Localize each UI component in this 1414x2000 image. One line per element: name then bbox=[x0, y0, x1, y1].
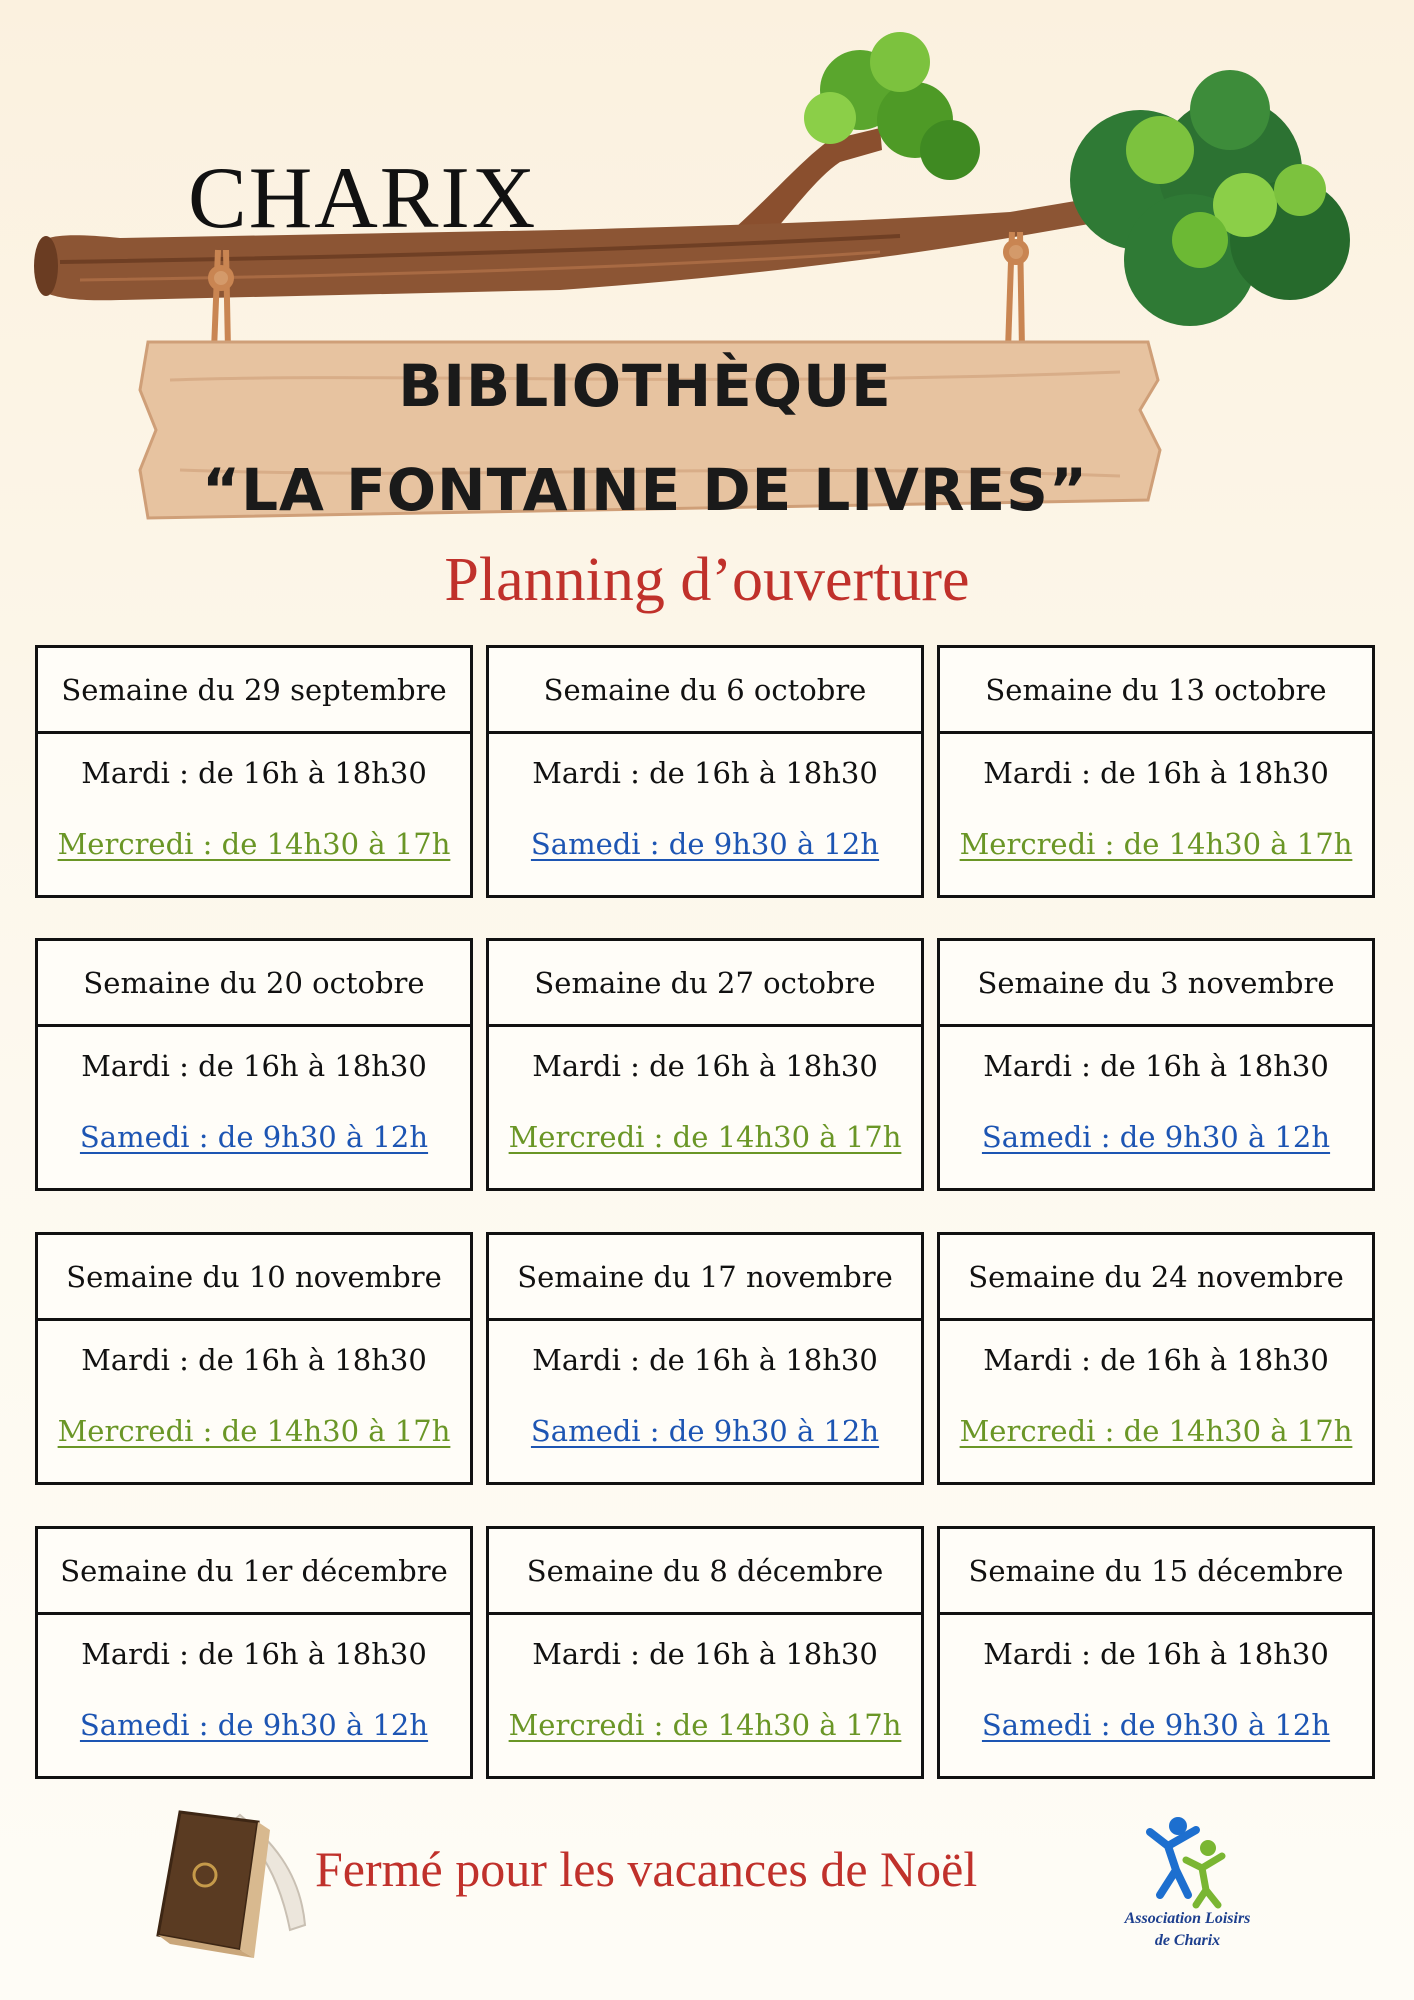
town-name: CHARIX bbox=[188, 150, 538, 247]
slot-second-day: Samedi : de 9h30 à 12h bbox=[79, 1120, 429, 1154]
week-card bbox=[937, 938, 1375, 1191]
slot-second-day: Mercredi : de 14h30 à 17h bbox=[959, 1414, 1353, 1448]
week-card bbox=[486, 938, 924, 1191]
week-title: Semaine du 17 novembre bbox=[489, 1235, 921, 1321]
week-title: Semaine du 3 novembre bbox=[940, 941, 1372, 1027]
week-title: Semaine du 6 octobre bbox=[489, 648, 921, 734]
slot-second-day: Samedi : de 9h30 à 12h bbox=[530, 827, 880, 861]
slot-tuesday: Mardi : de 16h à 18h30 bbox=[532, 1049, 878, 1083]
slot-tuesday: Mardi : de 16h à 18h30 bbox=[532, 1343, 878, 1377]
week-title: Semaine du 1er décembre bbox=[38, 1529, 470, 1615]
slot-tuesday: Mardi : de 16h à 18h30 bbox=[983, 1049, 1329, 1083]
week-title: Semaine du 27 octobre bbox=[489, 941, 921, 1027]
week-card bbox=[486, 645, 924, 898]
rope-right bbox=[1006, 232, 1026, 350]
slot-second-day: Mercredi : de 14h30 à 17h bbox=[57, 1414, 451, 1448]
slot-tuesday: Mardi : de 16h à 18h30 bbox=[983, 1343, 1329, 1377]
closed-notice: Fermé pour les vacances de Noël bbox=[315, 1841, 978, 1897]
slot-tuesday: Mardi : de 16h à 18h30 bbox=[81, 1343, 427, 1377]
week-title: Semaine du 24 novembre bbox=[940, 1235, 1372, 1321]
slot-tuesday: Mardi : de 16h à 18h30 bbox=[983, 756, 1329, 790]
slot-tuesday: Mardi : de 16h à 18h30 bbox=[983, 1637, 1329, 1671]
slot-second-day: Samedi : de 9h30 à 12h bbox=[79, 1708, 429, 1742]
sign-line-library-name: “LA FONTAINE DE LIVRES” bbox=[201, 456, 1089, 524]
slot-tuesday: Mardi : de 16h à 18h30 bbox=[532, 1637, 878, 1671]
week-title: Semaine du 15 décembre bbox=[940, 1529, 1372, 1615]
week-title: Semaine du 8 décembre bbox=[489, 1529, 921, 1615]
slot-second-day: Mercredi : de 14h30 à 17h bbox=[508, 1120, 902, 1154]
week-title: Semaine du 29 septembre bbox=[38, 648, 470, 734]
week-title: Semaine du 13 octobre bbox=[940, 648, 1372, 734]
association-line-1: Association Loisirs bbox=[1124, 1910, 1251, 1927]
slot-second-day: Samedi : de 9h30 à 12h bbox=[530, 1414, 880, 1448]
slot-tuesday: Mardi : de 16h à 18h30 bbox=[532, 756, 878, 790]
week-card bbox=[486, 1526, 924, 1779]
week-card bbox=[35, 645, 473, 898]
week-title: Semaine du 10 novembre bbox=[38, 1235, 470, 1321]
leaf-cluster-right bbox=[1070, 70, 1350, 326]
slot-second-day: Samedi : de 9h30 à 12h bbox=[981, 1708, 1331, 1742]
page-title: Planning d’ouverture bbox=[444, 546, 970, 614]
slot-second-day: Mercredi : de 14h30 à 17h bbox=[57, 827, 451, 861]
sign-line-library: BIBLIOTHÈQUE bbox=[398, 352, 892, 420]
week-card bbox=[35, 1526, 473, 1779]
week-title: Semaine du 20 octobre bbox=[38, 941, 470, 1027]
slot-tuesday: Mardi : de 16h à 18h30 bbox=[81, 1637, 427, 1671]
week-card bbox=[486, 1232, 924, 1485]
week-card bbox=[937, 645, 1375, 898]
association-line-2: de Charix bbox=[1154, 1932, 1221, 1949]
week-card bbox=[35, 1232, 473, 1485]
association-name bbox=[1105, 1908, 1270, 1952]
week-card bbox=[35, 938, 473, 1191]
slot-tuesday: Mardi : de 16h à 18h30 bbox=[81, 756, 427, 790]
branch-cut-end bbox=[34, 236, 58, 296]
slot-tuesday: Mardi : de 16h à 18h30 bbox=[81, 1049, 427, 1083]
slot-second-day: Samedi : de 9h30 à 12h bbox=[981, 1120, 1331, 1154]
slot-second-day: Mercredi : de 14h30 à 17h bbox=[959, 827, 1353, 861]
week-card bbox=[937, 1232, 1375, 1485]
week-card bbox=[937, 1526, 1375, 1779]
slot-second-day: Mercredi : de 14h30 à 17h bbox=[508, 1708, 902, 1742]
